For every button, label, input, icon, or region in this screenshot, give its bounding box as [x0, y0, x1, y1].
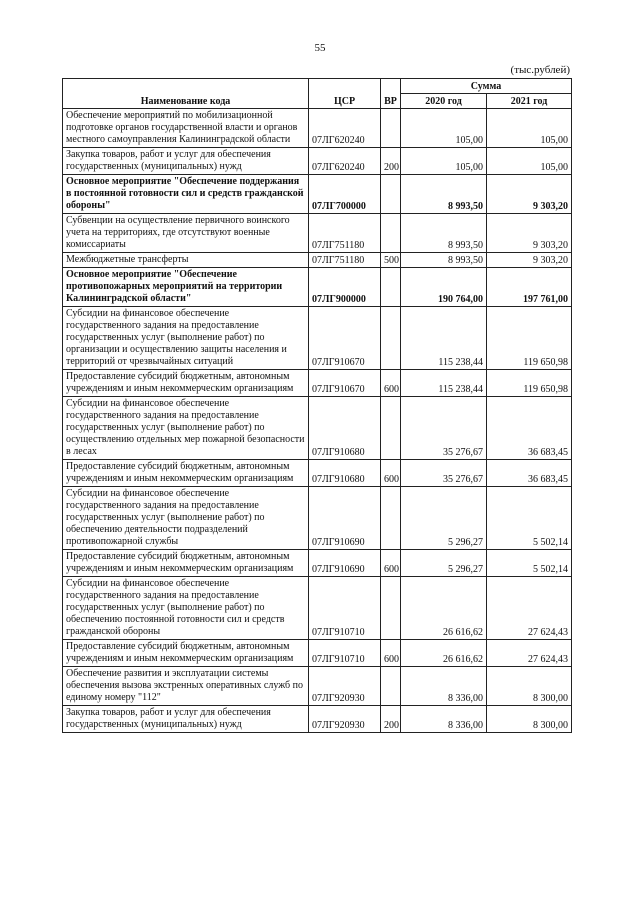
cell-vr: 600: [381, 370, 401, 397]
cell-2021: 105,00: [487, 109, 572, 148]
cell-vr: [381, 214, 401, 253]
cell-name: Основное мероприятие "Обеспечение противопожарных мероприятий на территории Калининградской области": [63, 268, 309, 307]
cell-2021: 119 650,98: [487, 307, 572, 370]
cell-csr: 07ЛГ910670: [309, 370, 381, 397]
table-row: [63, 148, 572, 175]
cell-vr: [381, 109, 401, 148]
cell-csr: 07ЛГ751180: [309, 253, 381, 268]
table-row: [63, 307, 572, 370]
cell-name: Основное мероприятие "Обеспечение поддержания в постоянной готовности сил и средств гражданской обороны": [63, 175, 309, 214]
cell-2020: 35 276,67: [401, 397, 487, 460]
cell-csr: 07ЛГ900000: [309, 268, 381, 307]
table-row: [63, 397, 572, 460]
table-row: [63, 268, 572, 307]
cell-2020: 8 336,00: [401, 667, 487, 706]
cell-csr: 07ЛГ920930: [309, 667, 381, 706]
header-2020: 2020 год: [401, 94, 487, 109]
cell-vr: [381, 307, 401, 370]
budget-table: [62, 78, 572, 733]
header-2021: 2021 год: [487, 94, 572, 109]
cell-vr: [381, 487, 401, 550]
cell-2020: 115 238,44: [401, 307, 487, 370]
cell-2021: 27 624,43: [487, 640, 572, 667]
cell-csr: 07ЛГ920930: [309, 706, 381, 733]
cell-2020: 105,00: [401, 148, 487, 175]
cell-2021: 197 761,00: [487, 268, 572, 307]
cell-vr: 600: [381, 550, 401, 577]
cell-2020: 115 238,44: [401, 370, 487, 397]
header-vr: ВР: [381, 79, 401, 109]
cell-2021: 36 683,45: [487, 460, 572, 487]
cell-name: Субсидии на финансовое обеспечение государственного задания на предоставление государственных услуг (выполнение работ) по обеспечению постоянной готовности сил и средств гражданской обороны: [63, 577, 309, 640]
cell-2020: 8 993,50: [401, 214, 487, 253]
cell-2021: 27 624,43: [487, 577, 572, 640]
cell-csr: 07ЛГ910690: [309, 487, 381, 550]
cell-2020: 35 276,67: [401, 460, 487, 487]
cell-vr: 200: [381, 706, 401, 733]
cell-vr: [381, 397, 401, 460]
cell-csr: 07ЛГ910680: [309, 460, 381, 487]
table-row: [63, 460, 572, 487]
cell-2020: 8 993,50: [401, 175, 487, 214]
cell-vr: 500: [381, 253, 401, 268]
cell-csr: 07ЛГ700000: [309, 175, 381, 214]
cell-name: Предоставление субсидий бюджетным, автономным учреждениям и иным некоммерческим организациям: [63, 460, 309, 487]
cell-vr: 200: [381, 148, 401, 175]
cell-2021: 5 502,14: [487, 550, 572, 577]
cell-2020: 105,00: [401, 109, 487, 148]
cell-vr: 600: [381, 460, 401, 487]
cell-vr: 600: [381, 640, 401, 667]
units-label: (тыс.рублей): [510, 64, 570, 76]
cell-name: Субсидии на финансовое обеспечение государственного задания на предоставление государственных услуг (выполнение работ) по организации и осуществлению защиты населения и территорий от чрезвычайных ситуаций: [63, 307, 309, 370]
header-name: Наименование кода: [63, 79, 309, 109]
cell-csr: 07ЛГ910710: [309, 577, 381, 640]
table-row: [63, 706, 572, 733]
cell-name: Предоставление субсидий бюджетным, автономным учреждениям и иным некоммерческим организациям: [63, 640, 309, 667]
cell-2020: 26 616,62: [401, 577, 487, 640]
cell-csr: 07ЛГ620240: [309, 148, 381, 175]
cell-2021: 36 683,45: [487, 397, 572, 460]
cell-vr: [381, 667, 401, 706]
cell-2020: 8 336,00: [401, 706, 487, 733]
table-row: [63, 550, 572, 577]
table-row: [63, 577, 572, 640]
cell-2021: 9 303,20: [487, 214, 572, 253]
cell-csr: 07ЛГ910690: [309, 550, 381, 577]
table-row: [63, 214, 572, 253]
cell-vr: [381, 577, 401, 640]
cell-name: Межбюджетные трансферты: [63, 253, 309, 268]
page-number: 55: [314, 42, 326, 54]
cell-name: Закупка товаров, работ и услуг для обеспечения государственных (муниципальных) нужд: [63, 706, 309, 733]
cell-name: Закупка товаров, работ и услуг для обеспечения государственных (муниципальных) нужд: [63, 148, 309, 175]
header-sum: Сумма: [401, 79, 572, 94]
cell-name: Предоставление субсидий бюджетным, автономным учреждениям и иным некоммерческим организациям: [63, 370, 309, 397]
table-row: [63, 253, 572, 268]
cell-csr: 07ЛГ751180: [309, 214, 381, 253]
cell-2021: 5 502,14: [487, 487, 572, 550]
cell-2021: 9 303,20: [487, 175, 572, 214]
cell-name: Субсидии на финансовое обеспечение государственного задания на предоставление государственных услуг (выполнение работ) по осуществлению отдельных мер пожарной безопасности в лесах: [63, 397, 309, 460]
cell-2021: 105,00: [487, 148, 572, 175]
table-row: [63, 175, 572, 214]
cell-name: Обеспечение мероприятий по мобилизационной подготовке органов государственной власти и органов местного самоуправления Калининградской области: [63, 109, 309, 148]
cell-2020: 8 993,50: [401, 253, 487, 268]
cell-vr: [381, 175, 401, 214]
table-row: [63, 109, 572, 148]
table-row: [63, 487, 572, 550]
cell-2020: 26 616,62: [401, 640, 487, 667]
cell-2021: 8 300,00: [487, 706, 572, 733]
cell-name: Обеспечение развития и эксплуатации системы обеспечения вызова экстренных оперативных служб по единому номеру "112": [63, 667, 309, 706]
table-body: [63, 109, 572, 733]
cell-csr: 07ЛГ910670: [309, 307, 381, 370]
cell-csr: 07ЛГ910680: [309, 397, 381, 460]
cell-2020: 5 296,27: [401, 550, 487, 577]
cell-name: Предоставление субсидий бюджетным, автономным учреждениям и иным некоммерческим организациям: [63, 550, 309, 577]
cell-2021: 119 650,98: [487, 370, 572, 397]
cell-2020: 190 764,00: [401, 268, 487, 307]
cell-csr: 07ЛГ620240: [309, 109, 381, 148]
cell-2021: 8 300,00: [487, 667, 572, 706]
cell-name: Субвенции на осуществление первичного воинского учета на территориях, где отсутствуют военные комиссариаты: [63, 214, 309, 253]
table-row: [63, 667, 572, 706]
cell-name: Субсидии на финансовое обеспечение государственного задания на предоставление государственных услуг (выполнение работ) по обеспечению деятельности подразделений противопожарной службы: [63, 487, 309, 550]
cell-2021: 9 303,20: [487, 253, 572, 268]
cell-csr: 07ЛГ910710: [309, 640, 381, 667]
table-row: [63, 370, 572, 397]
cell-vr: [381, 268, 401, 307]
cell-2020: 5 296,27: [401, 487, 487, 550]
header-csr: ЦСР: [309, 79, 381, 109]
table-row: [63, 640, 572, 667]
